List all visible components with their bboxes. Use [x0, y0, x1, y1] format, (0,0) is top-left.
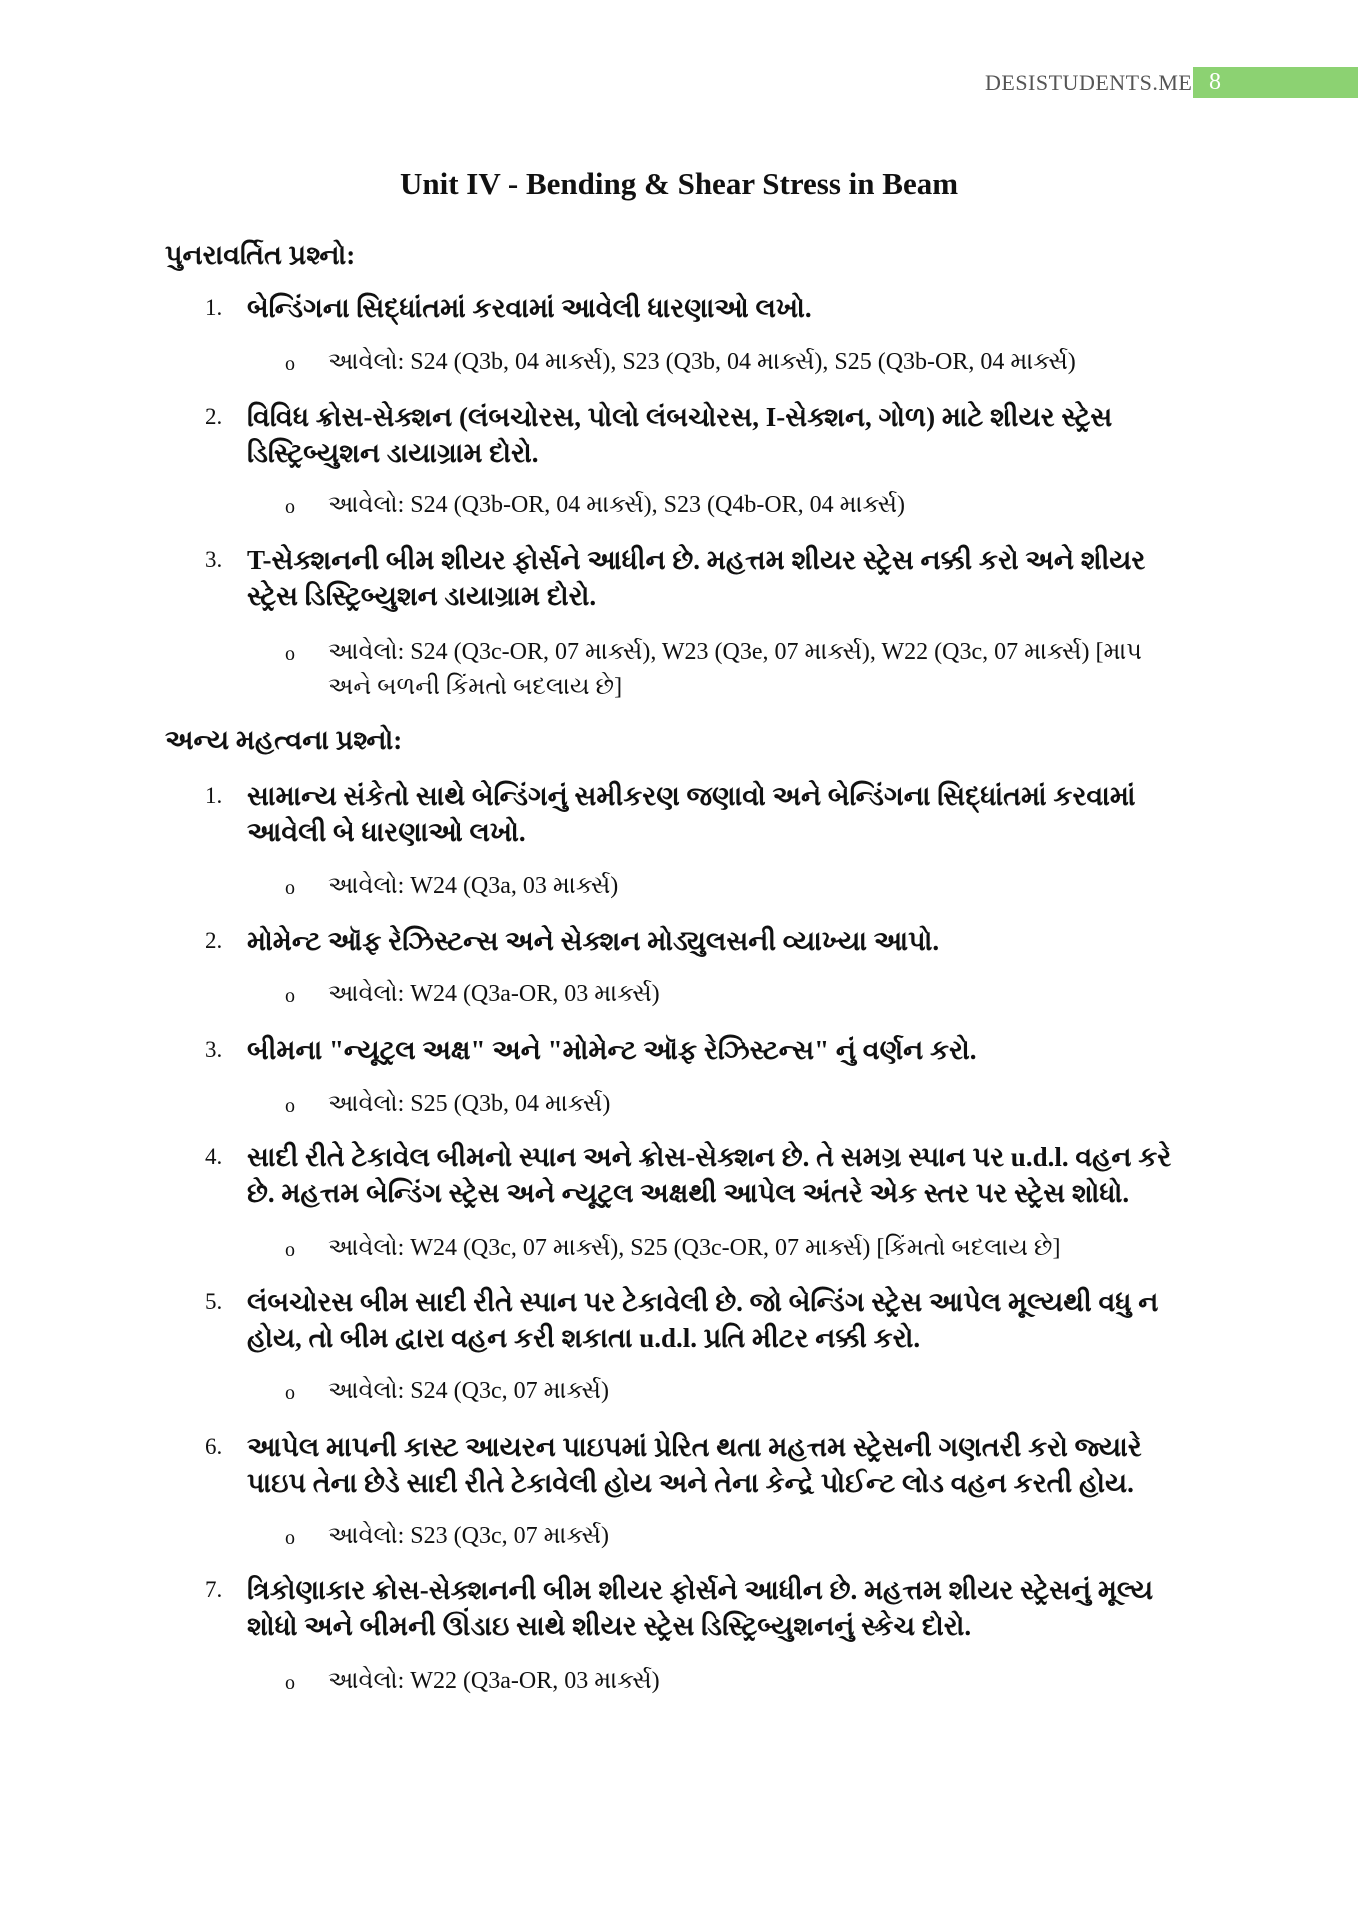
- question-source: [285, 1519, 1185, 1554]
- source-text: આવેલો: W22 (Q3a-OR, 03 માર્ક્સ): [328, 1668, 660, 1694]
- question-source: [285, 1231, 1185, 1266]
- question-text: T-સેક્શનની બીમ શીયર ફોર્સને આધીન છે. મહત્તમ શીયર સ્ટ્રેસ નક્કી કરો અને શીયર સ્ટ્રેસ ડિસ્ટ્રિબ્યુશન ડાયાગ્રામ દોરો.: [247, 545, 1146, 611]
- bullet-icon: o: [285, 1527, 295, 1549]
- question-text: વિવિધ ક્રોસ-સેક્શન (લંબચોરસ, પોલો લંબચોરસ, I-સેક્શન, ગોળ) માટે શીયર સ્ટ્રેસ ડિસ્ટ્રિબ્યુશન ડાયાગ્રામ દોરો.: [247, 402, 1113, 468]
- source-text: આવેલો: W24 (Q3a-OR, 03 માર્ક્સ): [328, 981, 660, 1007]
- bullet-icon: o: [285, 1239, 295, 1261]
- question-source: [285, 1664, 1185, 1699]
- question-text: સામાન્ય સંકેતો સાથે બેન્ડિંગનું સમીકરણ જણાવો અને બેન્ડિંગના સિદ્ધાંતમાં કરવામાં આવેલી બે ધારણાઓ લખો.: [247, 781, 1136, 847]
- question-number: 4.: [205, 1144, 223, 1169]
- page-title: Unit IV - Bending & Shear Stress in Beam: [399, 166, 959, 201]
- bullet-icon: o: [285, 353, 295, 375]
- question-number: 3.: [205, 547, 223, 572]
- site-name: DESISTUDENTS.ME: [985, 70, 1193, 95]
- question-item: [205, 1572, 1195, 1644]
- question-number: 7.: [205, 1577, 223, 1602]
- question-source: [285, 635, 1185, 705]
- question-text: લંબચોરસ બીમ સાદી રીતે સ્પાન પર ટેકાવેલી છે. જો બેન્ડિંગ સ્ટ્રેસ આપેલ મૂલ્યથી વધુ ન હોય, તો બીમ દ્વારા વહન કરી શકાતા u.d.l. પ્રતિ મીટર નક્કી કરો.: [247, 1287, 1159, 1353]
- source-text: આવેલો: S23 (Q3c, 07 માર્ક્સ): [328, 1523, 609, 1549]
- question-source: [285, 488, 1185, 523]
- question-item: [205, 290, 1195, 326]
- question-item: [205, 542, 1195, 614]
- source-text: આવેલો: W24 (Q3a, 03 માર્ક્સ): [328, 873, 619, 899]
- question-source: [285, 1374, 1185, 1409]
- question-item: [205, 1032, 1195, 1068]
- source-text: આવેલો: S24 (Q3c-OR, 07 માર્ક્સ), W23 (Q3e, 07 માર્ક્સ), W22 (Q3c, 07 માર્ક્સ) [માપ અને બળની કિંમતો બદલાય છે]: [328, 639, 1142, 700]
- question-text: બેન્ડિંગના સિદ્ધાંતમાં કરવામાં આવેલી ધારણાઓ લખો.: [247, 293, 812, 323]
- bullet-icon: o: [285, 1382, 295, 1404]
- question-text: આપેલ માપની કાસ્ટ આયરન પાઇપમાં પ્રેરિત થતા મહત્તમ સ્ટ્રેસની ગણતરી કરો જ્યારે પાઇપ તેના છેડે સાદી રીતે ટેકાવેલી હોય અને તેના કેન્દ્રે પોઈન્ટ લોડ વહન કરતી હોય.: [247, 1432, 1142, 1498]
- section-heading: અન્ય મહત્વના પ્રશ્નો:: [165, 725, 403, 755]
- question-item: [205, 399, 1195, 471]
- source-text: આવેલો: W24 (Q3c, 07 માર્ક્સ), S25 (Q3c-OR, 07 માર્ક્સ) [કિંમતો બદલાય છે]: [328, 1235, 1061, 1261]
- bullet-icon: o: [285, 496, 295, 518]
- bullet-icon: o: [285, 877, 295, 899]
- question-item: [205, 778, 1195, 850]
- question-number: 1.: [205, 295, 223, 320]
- question-text: સાદી રીતે ટેકાવેલ બીમનો સ્પાન અને ક્રોસ-સેક્શન છે. તે સમગ્ર સ્પાન પર u.d.l. વહન કરે છે. મહત્તમ બેન્ડિંગ સ્ટ્રેસ અને ન્યૂટ્રલ અક્ષથી આપેલ અંતરે એક સ્તર પર સ્ટ્રેસ શોધો.: [247, 1142, 1172, 1208]
- question-source: [285, 345, 1185, 380]
- source-text: આવેલો: S24 (Q3b-OR, 04 માર્ક્સ), S23 (Q4b-OR, 04 માર્ક્સ): [328, 492, 906, 518]
- question-text: મોમેન્ટ ઑફ રેઝિસ્ટન્સ અને સેક્શન મોડ્યુલસની વ્યાખ્યા આપો.: [247, 926, 940, 956]
- question-number: 5.: [205, 1289, 223, 1314]
- question-source: [285, 977, 1185, 1012]
- question-item: [205, 1429, 1195, 1501]
- question-number: 2.: [205, 404, 223, 429]
- bullet-icon: o: [285, 1095, 295, 1117]
- question-source: [285, 1087, 1185, 1122]
- source-text: આવેલો: S25 (Q3b, 04 માર્ક્સ): [328, 1091, 611, 1117]
- question-item: [205, 1284, 1195, 1356]
- bullet-icon: o: [285, 643, 295, 665]
- section-heading: પુનરાવર્તિત પ્રશ્નો:: [165, 240, 356, 270]
- source-text: આવેલો: S24 (Q3c, 07 માર્ક્સ): [328, 1378, 609, 1404]
- question-text: બીમના "ન્યૂટ્રલ અક્ષ" અને "મોમેન્ટ ઑફ રેઝિસ્ટન્સ" નું વર્ણન કરો.: [247, 1035, 977, 1065]
- bullet-icon: o: [285, 1672, 295, 1694]
- question-number: 3.: [205, 1037, 223, 1062]
- question-text: ત્રિકોણાકાર ક્રોસ-સેક્શનની બીમ શીયર ફોર્સને આધીન છે. મહત્તમ શીયર સ્ટ્રેસનું મૂલ્ય શોધો અને બીમની ઊંડાઇ સાથે શીયર સ્ટ્રેસ ડિસ્ટ્રિબ્યુશનનું સ્કેચ દોરો.: [247, 1575, 1154, 1641]
- question-number: 2.: [205, 928, 223, 953]
- question-number: 1.: [205, 783, 223, 808]
- question-number: 6.: [205, 1434, 223, 1459]
- question-item: [205, 1139, 1195, 1211]
- question-item: [205, 923, 1195, 959]
- bullet-icon: o: [285, 985, 295, 1007]
- question-source: [285, 869, 1185, 904]
- page-number: 8: [1193, 67, 1358, 98]
- source-text: આવેલો: S24 (Q3b, 04 માર્ક્સ), S23 (Q3b, 04 માર્ક્સ), S25 (Q3b-OR, 04 માર્ક્સ): [328, 349, 1076, 375]
